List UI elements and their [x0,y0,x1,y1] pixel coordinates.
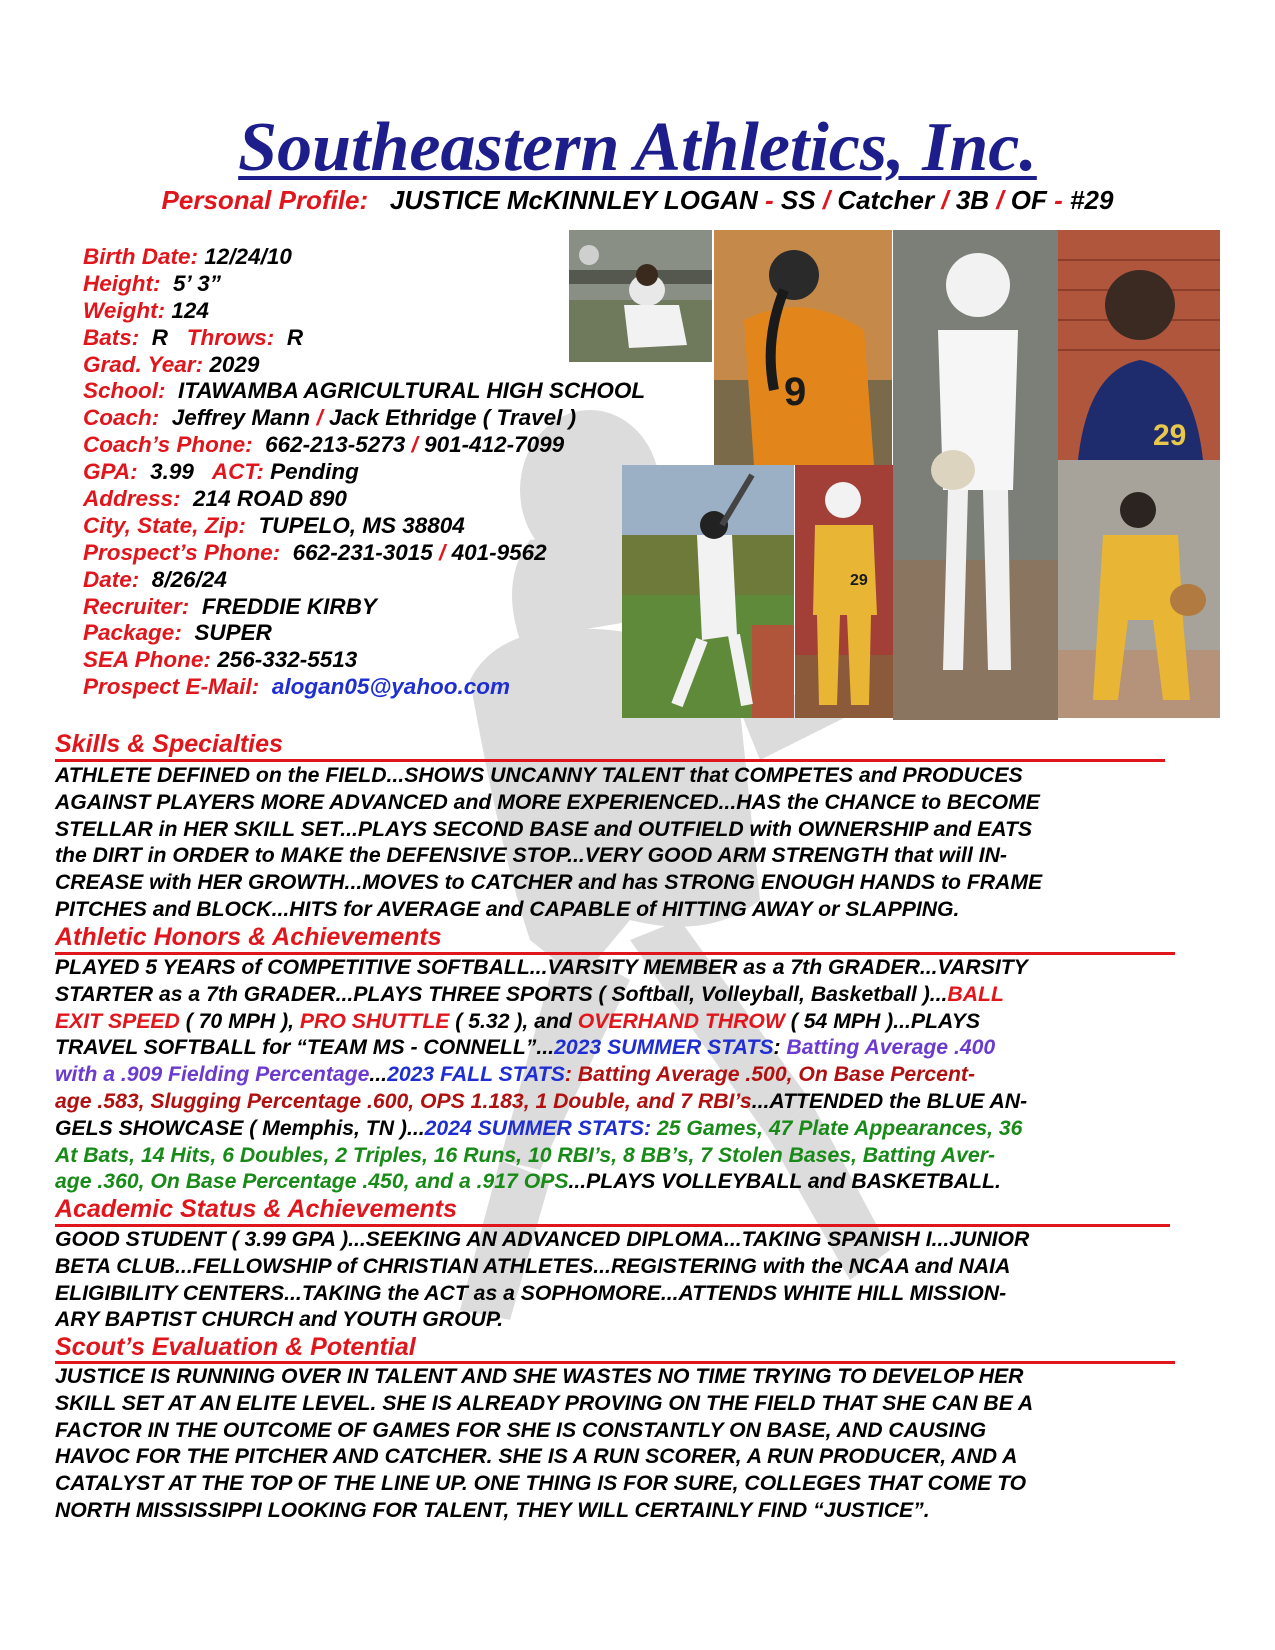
position-3: 3B [955,185,990,215]
info-weight: Weight: 124 [83,297,209,323]
position-4: OF [1010,185,1047,215]
info-height: Height: 5’ 3” [83,270,221,296]
portrait-photo-icon [1058,230,1220,460]
svg-text:29: 29 [1153,419,1187,452]
info-city-state-zip: City, State, Zip: TUPELO, MS 38804 [83,512,465,538]
info-bats-throws: Bats: R Throws: R [83,324,304,350]
jersey-number: #29 [1070,185,1114,215]
info-grad-year: Grad. Year: 2029 [83,351,260,377]
honors-heading: Athletic Honors & Achievements [55,923,442,951]
profile-label: Personal Profile: [161,185,369,215]
info-address: Address: 214 ROAD 890 [83,486,347,512]
player-name: JUSTICE McKINNLEY LOGAN [389,185,758,215]
info-school: School: ITAWAMBA AGRICULTURAL HIGH SCHOOL [83,378,646,404]
info-sea-phone: SEA Phone: 256-332-5513 [83,647,358,673]
fielding-photo-icon [569,230,712,362]
info-email: Prospect E-Mail: alogan05@yahoo.com [83,674,511,700]
info-gpa-act: GPA: 3.99 ACT: Pending [83,459,359,485]
academic-paragraph: GOOD STUDENT ( 3.99 GPA )...SEEKING AN ADVANCED DIPLOMA...TAKING SPANISH I...JUNIOR BETA CLUB...FELLOWSHIP of CHRISTIAN ATHLETES...REGISTERING with the NCAA and NAIA ELIGIBILITY CENTERS...TAKING the ACT as a SOPHOMORE...ATTENDS WHITE HILL MISSION- ARY BAPTIST CHURCH and YOUTH GROUP. [55,1228,1030,1332]
info-birth-date: Birth Date: 12/24/10 [83,244,292,269]
info-date: Date: 8/26/24 [83,566,227,592]
player-info-list [83,244,645,701]
skills-heading: Skills & Specialties [55,730,283,758]
academic-heading: Academic Status & Achievements [55,1195,458,1223]
info-recruiter: Recruiter: FREDDIE KIRBY [83,593,377,619]
skills-paragraph: ATHLETE DEFINED on the FIELD...SHOWS UNCANNY TALENT that COMPETES and PRODUCES AGAINST PLAYERS MORE ADVANCED and MORE EXPERIENCED...HAS the CHANCE to BECOME STELLAR in HER SKILL SET...PLAYS SECOND BASE and OUTFIELD with OWNERSHIP and EATS the DIRT in ORDER to MAKE the DEFENSIVE STOP...VERY GOOD ARM STRENGTH that will IN- CREASE with HER GROWTH...MOVES to CATCHER and has STRONG ENOUGH HANDS to FRAME PITCHES and BLOCK...HITS for AVERAGE and CAPABLE of HITTING AWAY or SLAPPING. [55,764,1043,921]
scout-heading: Scout’s Evaluation & Potential [55,1333,416,1361]
svg-text:9: 9 [784,370,807,414]
gold-uniform-photo-icon [795,465,893,718]
position-2: Catcher [837,185,935,215]
honors-paragraph: PLAYED 5 YEARS of COMPETITIVE SOFTBALL...VARSITY MEMBER as a 7th GRADER...VARSITY STARTER as a 7th GRADER...PLAYS THREE SPORTS ( Softball, Volleyball, Basketball )...BALL EXIT SPEED ( 70 MPH ), PRO SHUTTLE ( 5.32 ), and OVERHAND THROW ( 54 MPH )...PLAYS TRAVEL SOFTBALL for “TEAM MS - CONNELL”...2023 SUMMER STATS: Batting Average .400 with a .909 Fielding Percentage...2023 FALL STATS: Batting Average .500, On Base Percent- age .583, Slugging Percentage .600, OPS 1.183, 1 Double, and 7 RBI’s...ATTENDED the BLUE AN- GELS SHOWCASE ( Memphis, TN )...2024 SUMMER STATS: 25 Games, 47 Plate Appearances, 36 At Bats, 14 Hits, 6 Doubles, 2 Triples, 16 Runs, 10 RBI’s, 8 BB’s, 7 Stolen Bases, Batting Aver- age .360, On Base Percentage .450, and a .917 OPS...PLAYS VOLLEYBALL and BASKETBALL. [55,956,1028,1194]
catcher-gear-photo-icon [893,230,1058,720]
orange-jersey-photo-icon [714,230,892,465]
email-link[interactable]: alogan05@yahoo.com [271,674,511,700]
batting-photo-icon [622,465,794,718]
info-coach: Coach: Jeffrey Mann / Jack Ethridge ( Travel ) [83,405,577,431]
infield-ready-photo-icon [1058,460,1220,718]
info-coach-phone: Coach’s Phone: 662-213-5273 / 901-412-7099 [83,432,565,458]
info-package: Package: SUPER [83,620,272,646]
skills-divider [55,759,1165,762]
company-title: Southeastern Athletics, Inc. [238,109,1037,186]
position-1: SS [780,185,816,215]
personal-profile-line: Personal Profile: JUSTICE McKINNLEY LOGAN - SS / Catcher / 3B / OF - #29 [161,185,1114,215]
info-prospect-phone: Prospect’s Phone: 662-231-3015 / 401-9562 [83,539,547,565]
svg-text:29: 29 [850,572,868,589]
scout-paragraph: JUSTICE IS RUNNING OVER IN TALENT AND SHE WASTES NO TIME TRYING TO DEVELOP HER SKILL SET AT AN ELITE LEVEL. SHE IS ALREADY PROVING ON THE FIELD THAT SHE CAN BE A FACTOR IN THE OUTCOME OF GAMES FOR SHE IS CONSTANTLY ON BASE, AND CAUSING HAVOC FOR THE PITCHER AND CATCHER. SHE IS A RUN SCORER, A RUN PRODUCER, AND A CATALYST AT THE TOP OF THE LINE UP. ONE THING IS FOR SURE, COLLEGES THAT COME TO NORTH MISSISSIPPI LOOKING FOR TALENT, THEY WILL CERTAINLY FIND “JUSTICE”. [55,1365,1034,1522]
